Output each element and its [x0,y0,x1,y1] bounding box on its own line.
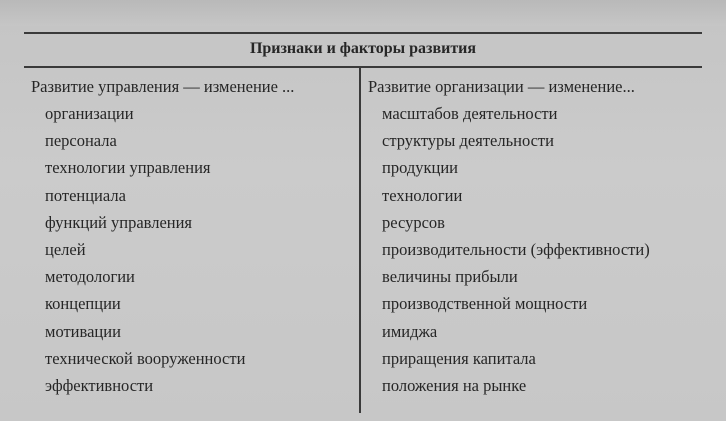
list-item: положения на рынке [382,375,527,395]
list-item: производительности (эффективности) [382,239,650,259]
list-item: целей [45,239,86,259]
organization-development-column [368,73,698,399]
list-item: мотивации [45,321,121,341]
list-item: организации [45,104,134,123]
list-item: имиджа [382,321,438,341]
table-top-rule [24,32,702,34]
management-development-column [31,73,357,399]
list-item: технологии [382,185,463,205]
list-item: структуры деятельности [382,131,554,151]
list-item: производственной мощности [382,294,588,314]
list-item: эффективности [45,375,154,395]
list-item: масштабов деятельности [382,104,558,123]
list-item: приращения капитала [382,348,536,368]
list-item: персонала [45,131,117,151]
list-item: концепции [45,294,121,314]
list-item: ресурсов [382,212,445,232]
column-header-left: Развитие управления — изменение ... [31,77,295,96]
list-item: технологии управления [45,158,211,178]
list-item: технической вооруженности [45,348,246,368]
list-item: продукции [382,158,459,178]
list-item: величины прибыли [382,267,518,287]
table-header-rule [24,66,702,68]
list-item: потенциала [45,185,126,205]
scan-edge [0,0,726,26]
list-item: методологии [45,267,135,287]
column-divider [359,67,361,413]
table-title: Признаки и факторы развития [249,40,477,57]
list-item: функций управления [45,212,193,232]
column-header-right: Развитие организации — изменение... [368,77,635,96]
